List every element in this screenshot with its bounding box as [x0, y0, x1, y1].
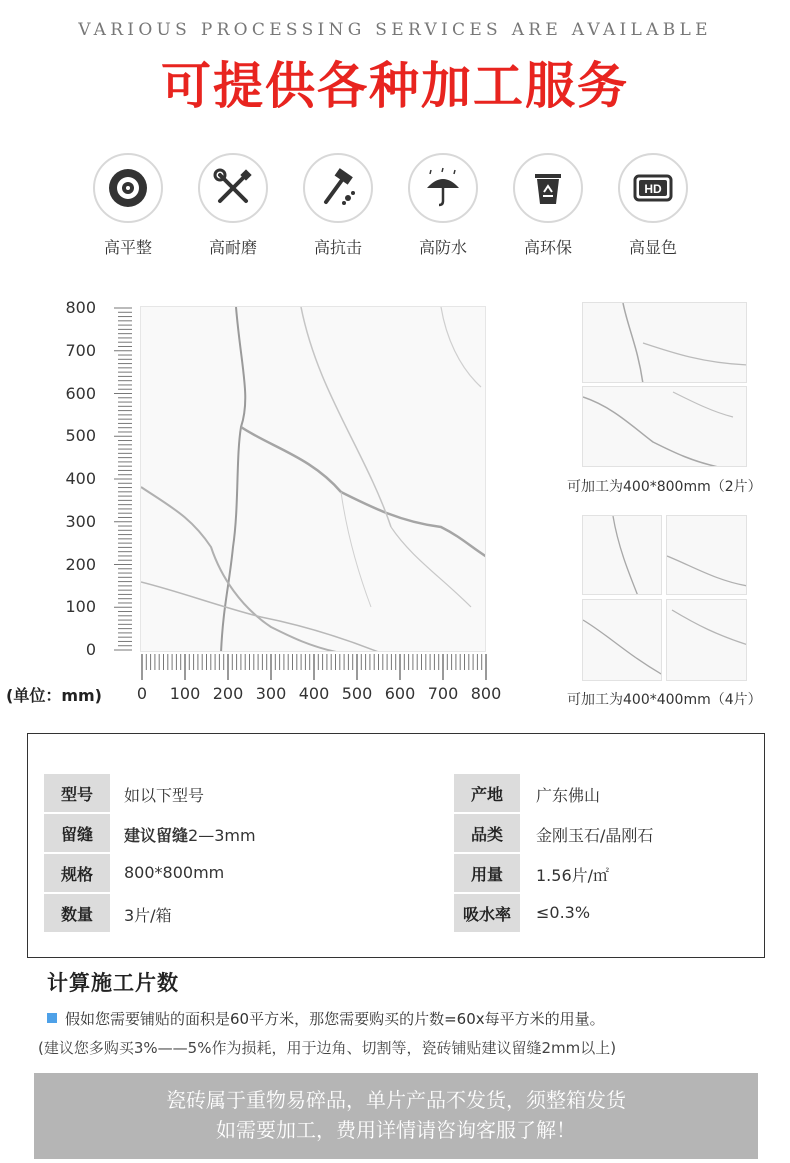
y-ruler	[0, 300, 140, 660]
feature-wear	[198, 153, 268, 258]
tile-quarter-1	[582, 515, 662, 595]
hd-icon	[631, 166, 675, 210]
feature-label: 高防水	[418, 238, 467, 257]
feature-flatness	[93, 153, 163, 258]
spec-key-quantity: 数量	[44, 894, 110, 932]
y-ruler-label: 0	[85, 640, 96, 659]
recycle-bin-icon	[526, 166, 570, 210]
tile-quarter-3	[582, 599, 662, 681]
spec-value-model: 如以下型号	[124, 786, 205, 805]
y-ruler-label: 800	[65, 298, 96, 317]
x-ruler-label: 300	[255, 684, 287, 703]
svg-text:HD: HD	[644, 182, 662, 196]
y-ruler-label: 200	[65, 554, 96, 574]
feature-waterproof	[408, 153, 478, 258]
feature-label: 高抗击	[313, 238, 362, 257]
calc-title: 计算施工片数	[47, 971, 179, 995]
marble-texture	[141, 307, 486, 652]
x-ruler-label: 400	[298, 684, 330, 703]
disc-icon	[106, 166, 150, 210]
spec-key-category: 品类	[454, 814, 520, 852]
x-ruler-label: 700	[427, 684, 459, 703]
x-ruler-label: 600	[384, 684, 416, 703]
feature-label: 高环保	[523, 238, 572, 257]
feature-color	[618, 153, 688, 258]
x-ruler-label: 800	[470, 684, 502, 703]
feature-label: 高耐磨	[208, 238, 257, 257]
spec-value-gap	[124, 823, 256, 846]
spec-value-category: 金刚玉石/晶刚石	[536, 826, 654, 845]
x-ruler-label: 500	[341, 684, 373, 703]
option-caption-4: 可加工为400*400mm（4片）	[567, 692, 762, 708]
unit-label: (单位：mm)	[6, 686, 102, 705]
x-ruler-label: 100	[169, 684, 201, 703]
feature-label: 高显色	[628, 238, 677, 257]
y-ruler-label: 600	[65, 383, 96, 403]
calc-note: (建议您多购买3%——5%作为损耗，用于边角、切割等，瓷砖铺贴建议留缝2mm以上)	[38, 1039, 617, 1057]
feature-impact	[303, 153, 373, 258]
x-ruler-label: 200	[212, 684, 244, 703]
spec-key-model: 型号	[44, 774, 110, 812]
x-ruler-label: 0	[136, 684, 148, 703]
english-title: VARIOUS PROCESSING SERVICES ARE AVAILABLE	[78, 20, 712, 40]
hammer-icon	[316, 166, 360, 210]
spec-value-quantity: 3片/箱	[124, 906, 172, 925]
umbrella-icon	[421, 166, 465, 210]
calc-text: 假如您需要铺贴的面积是60平方米，那您需要购买的片数=60x每平方米的用量。	[65, 1010, 605, 1028]
tile-quarter-4	[666, 599, 747, 681]
y-ruler-label: 400	[65, 469, 96, 488]
spec-value-size: 800*800mm	[124, 863, 225, 882]
spec-key-gap: 留缝	[44, 814, 110, 852]
feature-list	[93, 153, 713, 263]
banner-line-2: 如需要加工，费用详情请咨询客服了解！	[216, 1118, 576, 1142]
y-ruler-label: 100	[65, 597, 96, 617]
option-caption-2: 可加工为400*800mm（2片）	[567, 479, 762, 495]
bullet-square-icon	[47, 1013, 57, 1023]
spec-key-usage: 用量	[454, 854, 520, 892]
y-ruler-label: 500	[65, 426, 96, 446]
banner-line-1: 瓷砖属于重物易碎品，单片产品不发货，须整箱发货	[166, 1088, 626, 1112]
tile-quarter-2	[666, 515, 747, 595]
spec-key-absorption: 吸水率	[454, 894, 520, 932]
tile-800x800	[140, 306, 486, 652]
feature-label: 高平整	[103, 238, 152, 257]
calc-line	[47, 1008, 605, 1029]
spec-value-origin: 广东佛山	[536, 786, 601, 805]
spec-value-gap-bold: 建议留缝	[124, 826, 189, 845]
x-ruler	[120, 652, 520, 712]
feature-eco	[513, 153, 583, 258]
spec-key-origin: 产地	[454, 774, 520, 812]
y-ruler-label: 700	[65, 340, 96, 360]
spec-key-size: 规格	[44, 854, 110, 892]
tile-half-bottom	[582, 386, 747, 467]
y-ruler-label: 300	[65, 511, 96, 531]
specs-table	[27, 733, 765, 958]
tile-half-top	[582, 302, 747, 383]
tools-icon	[211, 166, 255, 210]
spec-value-absorption: ≤0.3%	[536, 903, 591, 922]
chinese-title: 可提供各种加工服务	[161, 57, 629, 115]
spec-value-gap-range: 2—3mm	[188, 826, 256, 845]
shipping-banner	[34, 1073, 758, 1159]
spec-value-usage: 1.56片/㎡	[536, 866, 610, 885]
